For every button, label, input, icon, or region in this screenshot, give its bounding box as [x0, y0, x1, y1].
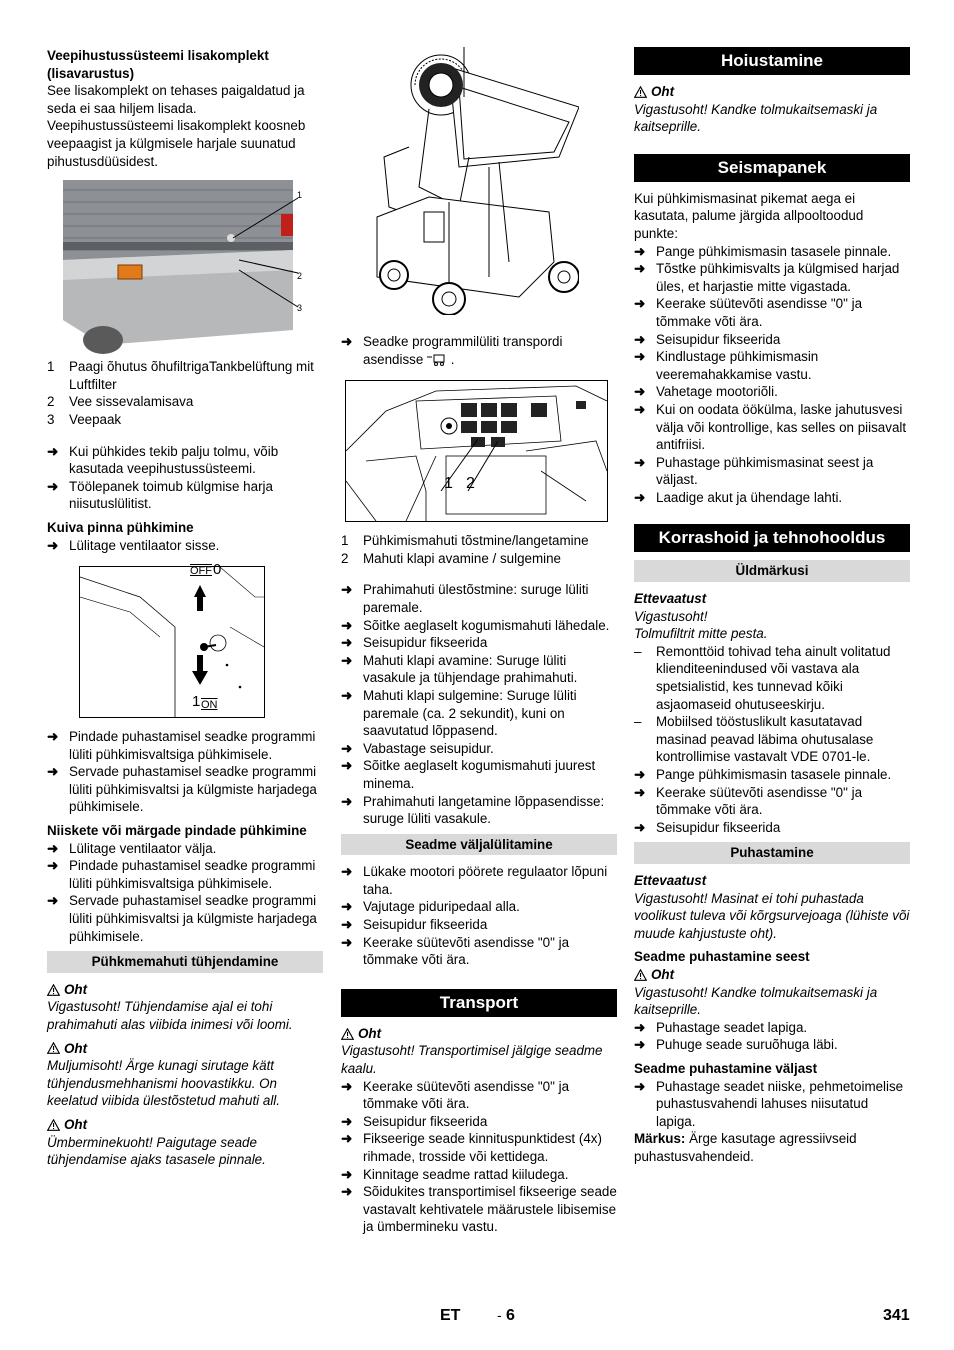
warning-text: Vigastusoht! Kandke tolmukaitsemaski ja kaitseprille.	[634, 984, 878, 1018]
note: Märkus: Ärge kasutage agressiivseid puhastusvahendeid.	[634, 1131, 857, 1164]
instruction-step: ➜ Prahimahuti langetamine lõppasendisse: suruge lüliti vasakule.	[341, 793, 605, 827]
paragraph: Kui pühkimismasinat pikemat aega ei kasutata, palume järgida allpooltoodud punkte:	[634, 190, 864, 241]
arrow-icon: ➜	[341, 652, 353, 668]
heading-wet-sweeping: Niiskete või märgade pindade pühkimine	[47, 823, 307, 839]
subsection-heading-general: Üldmärkusi	[634, 560, 910, 582]
arrow-icon: ➜	[47, 537, 59, 553]
arrow-icon: ➜	[341, 864, 353, 880]
switch-position-0: 0	[213, 561, 222, 579]
instruction-step: ➜ Fikseerige seade kinnituspunktidest (4x) rihmade, trosside või kettidega.	[341, 1131, 602, 1164]
instruction-step: ➜ Lükake mootori pöörete regulaator lõpuni taha.	[341, 864, 608, 897]
footer-separator: -	[497, 1307, 502, 1323]
arrow-icon: ➜	[341, 899, 353, 915]
warning-label: Oht	[47, 981, 323, 999]
instruction-step: ➜ Seisupidur fikseerida	[341, 1113, 488, 1129]
arrow-icon: ➜	[47, 840, 59, 856]
warning-text: Vigastusoht! Transportimisel jälgige seadme kaalu.	[341, 1043, 603, 1077]
arrow-icon: ➜	[341, 934, 353, 950]
column-left	[47, 47, 323, 1169]
callout-1: 1	[444, 475, 453, 493]
instruction-step: ➜ Puhastage seadet niiske, pehmetoimelise puhastusvahendi lahuses niisutatud lapiga.	[634, 1078, 904, 1129]
instruction-step: ➜ Kindlustage pühkimismasin veeremahakkamise vastu.	[634, 349, 819, 382]
arrow-icon: ➜	[47, 443, 59, 459]
warning-label: Oht	[634, 966, 910, 984]
arrow-icon: ➜	[634, 784, 646, 800]
instruction-step: ➜ Pange pühkimismasin tasasele pinnale.	[634, 243, 892, 259]
heading-clean-outside: Seadme puhastamine väljast	[634, 1060, 818, 1076]
callout-3: 3	[297, 303, 303, 314]
arrow-icon: ➜	[634, 489, 646, 505]
instruction-step: ➜ Vajutage piduripedaal alla.	[341, 899, 520, 915]
warning-text: Ümberminekuoht! Paigutage seade tühjendamise ajaks tasasele pinnale.	[47, 1134, 266, 1168]
water-tank-illustration	[63, 180, 323, 358]
legend-item: 2 Mahuti klapi avamine / sulgemine	[341, 550, 561, 566]
instruction-step: ➜ Kui on oodata öökülma, laske jahutusvesi välja või kontrollige, kas selles on piisavalt antifriisi.	[634, 401, 907, 453]
arrow-icon: ➜	[634, 454, 646, 470]
instruction-step: ➜ Keerake süütevõti asendisse "0" ja tõmmake võti ära.	[341, 934, 570, 968]
instruction-step: ➜ Mahuti klapi sulgemine: Suruge lüliti paremale (ca. 2 sekundit), kuni on saavutatud lõppasend.	[341, 687, 577, 739]
switch-on-label: ON	[201, 699, 218, 712]
arrow-icon: ➜	[634, 401, 646, 417]
figure-control-panel	[345, 380, 608, 522]
arrow-icon: ➜	[341, 617, 353, 633]
instruction-step: ➜ Pange pühkimismasin tasasele pinnale.	[634, 767, 892, 782]
arrow-icon: ➜	[634, 819, 646, 835]
figure-fan-switch	[79, 561, 265, 718]
arrow-icon: ➜	[47, 478, 59, 494]
legend-item: 2 Vee sissevalamisava	[47, 394, 194, 410]
section-heading-shutdown: Seadme väljalülitamine	[341, 834, 617, 856]
section-heading-maintenance: Korrashoid ja tehnohooldus	[634, 524, 910, 552]
section-heading-decommissioning: Seismapanek	[634, 154, 910, 182]
caution-label: Ettevaatust	[634, 591, 707, 607]
footer-local-page: 6	[506, 1307, 515, 1324]
warning-text: Muljumisoht! Ärge kunagi sirutage kätt tühjendusmehhanismi hoovastikku. On keelatud viibida ülestõstetud mahuti all.	[47, 1058, 280, 1109]
heading-dry-sweeping: Kuiva pinna pühkimine	[47, 519, 194, 535]
instruction-step: ➜ Puhuge seade suruõhuga läbi.	[634, 1037, 838, 1053]
bullet-item: – Remonttöid tohivad teha ainult volitatud klienditeenindused või vastava ala spetsialistid, kes tunnevad kõiki asjaomaseid ohutuseeskirju.	[634, 643, 891, 712]
bullet-item: – Mobiilsed tööstuslikult kasutatavad masinad peavad läbima ohutusalase kontrollimise vastavalt VDE 0701-le.	[634, 714, 874, 765]
instruction-step: ➜ Seisupidur fikseerida	[634, 331, 781, 347]
instruction-step: ➜ Vabastage seisupidur.	[341, 740, 494, 756]
instruction-step: ➜ Pindade puhastamisel seadke programmi lüliti pühkimisvaltsiga pühkimisele.	[47, 729, 316, 762]
paragraph: Veepihustussüsteemi lisakomplekt koosneb veepaagist ja külgmisele harjale suunatud pihustusdüüsidest.	[47, 118, 306, 169]
instruction-step: ➜ Keerake süütevõti asendisse "0" ja tõmmake võti ära.	[341, 1078, 570, 1112]
arrow-icon: ➜	[341, 1078, 353, 1094]
arrow-icon: ➜	[634, 1019, 646, 1035]
legend-list	[341, 532, 617, 567]
instruction-step: ➜ Keerake süütevõti asendisse "0" ja tõmmake võti ära.	[634, 784, 863, 818]
footer-language: ET	[440, 1307, 461, 1324]
arrow-icon: ➜	[341, 1113, 353, 1129]
instruction-step: ➜ Sõidukites transportimisel fikseerige seade vastavalt kehtivatele määrustele libisemise ja ümbermineku vastu.	[341, 1184, 617, 1235]
legend-list	[47, 358, 323, 428]
section-heading-storage: Hoiustamine	[634, 47, 910, 75]
arrow-icon: ➜	[634, 349, 646, 365]
arrow-icon: ➜	[47, 729, 59, 745]
paragraph: See lisakomplekt on tehases paigaldatud ja seda ei saa hiljem lisada.	[47, 83, 305, 116]
instruction-step: ➜ Seadke programmilüliti transpordi asendisse .	[341, 334, 563, 367]
arrow-icon: ➜	[634, 767, 646, 782]
column-right	[634, 47, 910, 1165]
warning-label: Oht	[47, 1040, 323, 1058]
arrow-icon: ➜	[341, 635, 353, 651]
arrow-icon: ➜	[341, 793, 353, 809]
transport-mode-icon	[427, 353, 447, 366]
warning-triangle-icon	[634, 86, 647, 98]
instruction-step: ➜ Puhastage pühkimismasinat seest ja väljast.	[634, 454, 874, 488]
instruction-step: ➜ Lülitage ventilaator sisse.	[47, 537, 220, 553]
instruction-step: ➜ Prahimahuti ülestõstmine: suruge lüliti paremale.	[341, 582, 589, 615]
figure-machine-hopper-raised	[369, 47, 579, 315]
instruction-step: ➜ Laadige akut ja ühendage lahti.	[634, 489, 843, 505]
arrow-icon: ➜	[341, 1166, 353, 1182]
arrow-icon: ➜	[634, 243, 646, 259]
footer-page-number: 341	[883, 1307, 910, 1324]
control-panel-illustration	[346, 381, 607, 521]
arrow-icon: ➜	[634, 384, 646, 400]
instruction-step: ➜ Kui pühkides tekib palju tolmu, võib kasutada veepihustussüsteemi.	[47, 443, 279, 477]
warning-label: Oht	[634, 83, 910, 101]
heading-water-spray-kit: Veepihustussüsteemi lisakomplekt (lisavarustus)	[47, 48, 269, 81]
caution-text: Vigastusoht! Masinat ei tohi puhastada voolikust tuleva või kõrgsurvejoaga (lühiste või muude kahjustuste oht).	[634, 890, 910, 941]
instruction-step: ➜ Seisupidur fikseerida	[341, 917, 488, 933]
fan-switch-illustration	[80, 567, 264, 717]
warning-label: Oht	[341, 1025, 617, 1043]
arrow-icon: ➜	[634, 1037, 646, 1053]
caution-label: Ettevaatust	[634, 872, 707, 888]
instruction-step: ➜ Servade puhastamisel seadke programmi lüliti pühkimisvaltsi ja külgmiste harjadega pühkimisele.	[47, 764, 317, 815]
arrow-icon: ➜	[341, 1184, 353, 1200]
warning-triangle-icon	[47, 1119, 60, 1131]
column-middle	[341, 47, 617, 1236]
instruction-step: ➜ Mahuti klapi avamine: Suruge lüliti vasakule ja tühjendage prahimahuti.	[341, 652, 578, 686]
arrow-icon: ➜	[47, 764, 59, 780]
section-heading-transport: Transport	[341, 989, 617, 1017]
instruction-step: ➜ Servade puhastamisel seadke programmi lüliti pühkimisvaltsi ja külgmiste harjadega pühkimisele.	[47, 893, 317, 944]
instruction-step: ➜ Keerake süütevõti asendisse "0" ja tõmmake võti ära.	[634, 296, 863, 329]
instruction-step: ➜ Tõstke pühkimisvalts ja külgmised harjad üles, et harjastie mitte vigastada.	[634, 261, 900, 294]
arrow-icon: ➜	[341, 582, 353, 598]
legend-item: 1 Pühkimismahuti tõstmine/langetamine	[341, 533, 589, 549]
instruction-step: ➜ Seisupidur fikseerida	[634, 819, 781, 835]
arrow-icon: ➜	[634, 331, 646, 347]
instruction-step: ➜ Vahetage mootoriõli.	[634, 384, 778, 400]
instruction-step: ➜ Pindade puhastamisel seadke programmi lüliti pühkimisvaltsiga pühkimisele.	[47, 858, 316, 891]
arrow-icon: ➜	[341, 1131, 353, 1147]
arrow-icon: ➜	[341, 740, 353, 756]
instruction-step: ➜ Kinnitage seadme rattad kiiludega.	[341, 1166, 569, 1182]
warning-triangle-icon	[47, 1042, 60, 1054]
instruction-step: ➜ Sõitke aeglaselt kogumismahuti juurest minema.	[341, 758, 596, 791]
arrow-icon: ➜	[341, 758, 353, 774]
heading-clean-inside: Seadme puhastamine seest	[634, 949, 810, 965]
instruction-step: ➜ Sõitke aeglaselt kogumismahuti lähedale.	[341, 617, 610, 633]
warning-triangle-icon	[634, 969, 647, 981]
callout-1: 1	[297, 190, 303, 201]
instruction-step: ➜ Seisupidur fikseerida	[341, 635, 488, 651]
arrow-icon: ➜	[634, 296, 646, 312]
warning-text: Vigastusoht! Tühjendamise ajal ei tohi prahimahuti alas viibida inimesi või loomi.	[47, 999, 293, 1032]
subsection-heading-cleaning: Puhastamine	[634, 842, 910, 864]
callout-2: 2	[466, 475, 475, 493]
switch-position-1: 1	[192, 693, 201, 711]
machine-hopper-illustration	[369, 47, 579, 315]
arrow-icon: ➜	[634, 261, 646, 277]
switch-off-label: OFF	[190, 565, 212, 578]
callout-2: 2	[297, 271, 303, 282]
arrow-icon: ➜	[341, 687, 353, 703]
arrow-icon: ➜	[47, 858, 59, 874]
caution-text: Vigastusoht!	[634, 608, 708, 624]
arrow-icon: ➜	[341, 334, 353, 349]
legend-item: 3 Veepaak	[47, 411, 122, 427]
warning-triangle-icon	[341, 1028, 354, 1040]
arrow-icon: ➜	[47, 893, 59, 909]
arrow-icon: ➜	[634, 1078, 646, 1094]
arrow-icon: ➜	[341, 917, 353, 933]
legend-item: 1 Paagi õhutus õhufiltrigaTankbelüftung mit Luftfilter	[47, 359, 314, 392]
warning-label: Oht	[47, 1116, 323, 1134]
instruction-step: ➜ Lülitage ventilaator välja.	[47, 840, 217, 856]
instruction-step: ➜ Töölepanek toimub külgmise harja niisutuslülitist.	[47, 478, 273, 512]
warning-text: Vigastusoht! Kandke tolmukaitsemaski ja kaitseprille.	[634, 101, 878, 135]
instruction-step: ➜ Puhastage seadet lapiga.	[634, 1019, 808, 1035]
caution-text: Tolmufiltrit mitte pesta.	[634, 626, 768, 642]
figure-water-tank-photo	[63, 180, 323, 358]
section-heading-empty-hopper: Pühkmemahuti tühjendamine	[47, 951, 323, 973]
warning-triangle-icon	[47, 984, 60, 996]
